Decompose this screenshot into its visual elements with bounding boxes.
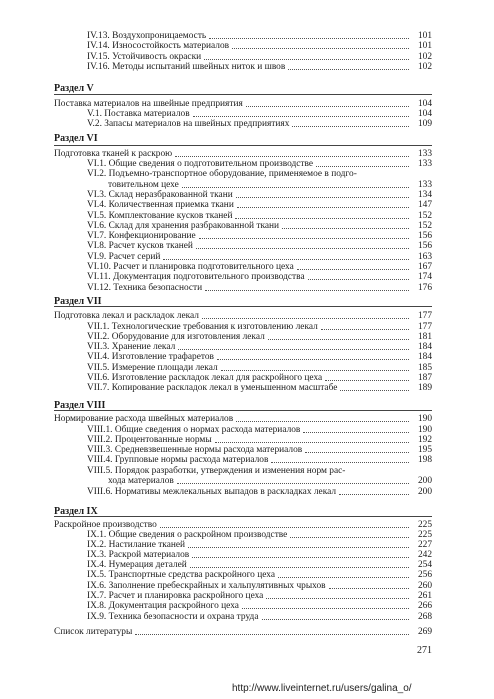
entry-page: 269	[417, 627, 432, 637]
entry-title: VI.5. Комплектование кусков тканей	[87, 211, 233, 221]
entry-page: 260	[417, 581, 432, 591]
dot-leader	[190, 566, 409, 568]
entry-page: 225	[417, 530, 432, 540]
section-rule	[54, 94, 432, 95]
entry-title: VI.10. Расчет и планировка подготовительного цеха	[87, 262, 294, 272]
entry-page: 266	[417, 601, 432, 611]
section-rule	[54, 145, 432, 146]
dot-leader	[308, 278, 409, 280]
dot-leader	[205, 289, 409, 291]
dot-leader	[292, 125, 409, 127]
toc-entry	[87, 200, 432, 211]
dot-leader	[237, 206, 409, 208]
toc-entry	[87, 383, 432, 394]
entry-page: 242	[417, 550, 432, 560]
entry-page: 190	[417, 425, 432, 435]
toc-entry	[87, 612, 432, 623]
dot-leader	[199, 237, 409, 239]
entry-title: VI.3. Склад неразбракованной ткани	[87, 190, 233, 200]
entry-title: VIII.5. Порядок разработки, утверждения и изменения норм рас-	[87, 466, 346, 476]
entry-page: 198	[417, 455, 432, 465]
chapter-entry	[54, 414, 432, 425]
entry-page: 156	[417, 231, 432, 241]
dot-leader	[236, 420, 409, 422]
dot-leader	[290, 536, 409, 538]
dot-leader	[178, 348, 409, 350]
entry-title: IV.16. Методы испытаний швейных ниток и швов	[87, 62, 286, 72]
entry-title: VI.11. Документация подготовительного производства	[87, 272, 305, 282]
dot-leader	[288, 68, 409, 70]
entry-page: 133	[417, 159, 432, 169]
entry-page: 152	[417, 211, 432, 221]
entry-title: VII.3. Хранение лекал	[87, 342, 176, 352]
entry-title: V.1. Поставка материалов	[87, 109, 190, 119]
entry-page: 101	[417, 41, 432, 51]
dot-leader	[177, 482, 409, 484]
entry-title: VII.6. Изготовление раскладок лекал для раскройного цеха	[87, 373, 323, 383]
dot-leader	[217, 358, 409, 360]
entry-page: 102	[417, 52, 432, 62]
dot-leader	[202, 317, 409, 319]
entry-title: V.2. Запасы материалов на швейных предприятиях	[87, 119, 290, 129]
entry-page: 184	[417, 342, 432, 352]
dot-leader	[232, 47, 409, 49]
entry-page: 261	[417, 591, 432, 601]
entry-page: 163	[417, 252, 432, 262]
section-heading	[54, 83, 432, 94]
entry-title: VIII.6. Нормативы межлекальных выпадов в раскладках лекал	[87, 487, 337, 497]
entry-page: 133	[417, 149, 432, 159]
entry-title: VI.12. Техника безопасности	[87, 283, 203, 293]
entry-title: товительном цехе	[108, 180, 179, 190]
entry-title: VI.7. Конфекционирование	[87, 231, 196, 241]
dot-leader	[215, 441, 409, 443]
section-heading	[54, 400, 432, 411]
entry-title: VI.1. Общие сведения о подготовительном производстве	[87, 159, 314, 169]
entry-page: 200	[417, 487, 432, 497]
dot-leader	[196, 247, 409, 249]
entry-page: 177	[417, 311, 432, 321]
entry-title: VIII.4. Групповые нормы расхода материалов	[87, 455, 269, 465]
entry-page: 147	[417, 200, 432, 210]
section-heading	[54, 506, 432, 517]
entry-page: 109	[417, 119, 432, 129]
dot-leader	[163, 258, 409, 260]
dot-leader	[204, 58, 409, 60]
dot-leader	[305, 451, 409, 453]
entry-page: 101	[417, 31, 432, 41]
dot-leader	[339, 493, 409, 495]
dot-leader	[175, 155, 409, 157]
entry-title: VI.8. Расчет кусков тканей	[87, 241, 193, 251]
entry-page: 189	[417, 383, 432, 393]
entry-title: IV.13. Воздухопроницаемость	[87, 31, 207, 41]
entry-title: Поставка материалов на швейные предприятия	[54, 99, 243, 109]
entry-page: 104	[417, 99, 432, 109]
entry-title: VIII.3. Средневзвешенные нормы расхода материалов	[87, 445, 303, 455]
entry-title: IX.6. Заполнение пребескрайных и хальпулятивных чрыхов	[87, 581, 326, 591]
entry-title: VI.4. Количественная приемка ткани	[87, 200, 234, 210]
entry-page: 181	[417, 332, 432, 342]
toc-entry	[87, 119, 432, 130]
dot-leader	[135, 633, 409, 635]
toc-entry	[87, 272, 432, 283]
entry-title: VII.1. Технологические требования к изготовлению лекал	[87, 322, 318, 332]
entry-title: IX.4. Нумерация деталей	[87, 560, 187, 570]
dot-leader	[182, 186, 409, 188]
entry-page: 190	[417, 414, 432, 424]
toc-entry	[87, 241, 432, 252]
section-heading	[54, 133, 432, 144]
entry-title: VIII.2. Процентованные нормы	[87, 435, 212, 445]
dot-leader	[209, 37, 409, 39]
entry-page: 134	[417, 190, 432, 200]
entry-title: IX.9. Техника безопасности и охрана труда	[87, 612, 259, 622]
dot-leader	[266, 597, 409, 599]
toc-entry	[87, 62, 432, 73]
dot-leader	[271, 461, 409, 463]
toc-entry	[87, 455, 432, 466]
entry-page: 195	[417, 445, 432, 455]
entry-title: IX.7. Расчет и планировка раскройного цеха	[87, 591, 264, 601]
entry-page: 256	[417, 570, 432, 580]
dot-leader	[340, 389, 409, 391]
entry-title: VI.9. Расчет серий	[87, 252, 161, 262]
entry-title: Список литературы	[54, 627, 133, 637]
entry-title: IX.8. Документация раскройного цеха	[87, 601, 239, 611]
entry-title: VII.4. Изготовление трафаретов	[87, 352, 214, 362]
toc-entry	[108, 476, 432, 487]
toc-entry	[87, 487, 432, 498]
dot-leader	[262, 618, 410, 620]
entry-title: IV.15. Устойчивость окраски	[87, 52, 202, 62]
entry-title: Нормирование расхода швейных материалов	[54, 414, 234, 424]
entry-page: 227	[417, 540, 432, 550]
entry-title: IX.1. Общие сведения о раскройном производстве	[87, 530, 288, 540]
entry-page: 187	[417, 373, 432, 383]
entry-page: 104	[417, 109, 432, 119]
dot-leader	[321, 328, 409, 330]
entry-page: 152	[417, 221, 432, 231]
entry-page: 176	[417, 283, 432, 293]
entry-page: 185	[417, 363, 432, 373]
page-number: 271	[417, 645, 432, 656]
chapter-entry	[54, 311, 432, 322]
toc-entry	[87, 570, 432, 581]
dot-leader	[282, 227, 409, 229]
entry-title: VII.7. Копирование раскладок лекал в уменьшенном масштабе	[87, 383, 338, 393]
dot-leader	[242, 607, 409, 609]
entry-title: IX.3. Раскрой материалов	[87, 550, 190, 560]
dot-leader	[236, 196, 409, 198]
entry-page: 133	[417, 180, 432, 190]
entry-page: 167	[417, 262, 432, 272]
dot-leader	[268, 338, 409, 340]
dot-leader	[188, 546, 409, 548]
entry-title: VI.6. Склад для хранения разбракованной ткани	[87, 221, 280, 231]
footer-url: http://www.liveinternet.ru/users/galina_o/	[232, 683, 412, 694]
entry-title: Подготовка лекал и раскладок лекал	[54, 311, 199, 321]
dot-leader	[193, 115, 409, 117]
toc-entry	[87, 41, 432, 52]
entry-title: Подготовка тканей к раскрою	[54, 149, 173, 159]
dot-leader	[221, 369, 409, 371]
entry-title: Раскройное производство	[54, 520, 157, 530]
entry-title: IX.5. Транспортные средства раскройного цеха	[87, 570, 275, 580]
entry-page: 192	[417, 435, 432, 445]
entry-title: VII.2. Оборудование для изготовления лекал	[87, 332, 265, 342]
dot-leader	[297, 268, 409, 270]
entry-title: VII.5. Измерение площади лекал	[87, 363, 218, 373]
toc-entry	[87, 601, 432, 612]
toc-entry	[87, 169, 432, 180]
entry-title: Раздел VIII	[54, 400, 106, 411]
entry-title: Раздел V	[54, 83, 94, 94]
entry-page: 200	[417, 476, 432, 486]
entry-page: 174	[417, 272, 432, 282]
entry-title: Раздел VII	[54, 296, 102, 307]
entry-title: Раздел VI	[54, 133, 98, 144]
section-heading	[54, 296, 432, 307]
entry-page: 156	[417, 241, 432, 251]
entry-page: 225	[417, 520, 432, 530]
dot-leader	[192, 556, 409, 558]
toc-entry	[87, 352, 432, 363]
dot-leader	[325, 379, 409, 381]
entry-title: IX.2. Настилание тканей	[87, 540, 186, 550]
entry-title: IV.14. Износостойкость материалов	[87, 41, 230, 51]
dot-leader	[329, 587, 409, 589]
entry-page: 177	[417, 322, 432, 332]
chapter-entry	[54, 627, 432, 638]
toc-entry	[87, 283, 432, 294]
entry-title: хода материалов	[108, 476, 174, 486]
dot-leader	[246, 105, 409, 107]
dot-leader	[303, 431, 409, 433]
dot-leader	[278, 576, 409, 578]
entry-title: Раздел IX	[54, 506, 98, 517]
entry-title: VI.2. Подъемно-транспортное оборудование, применяемое в подго-	[87, 169, 357, 179]
dot-leader	[316, 165, 409, 167]
entry-page: 184	[417, 352, 432, 362]
entry-title: VIII.1. Общие сведения о нормах расхода материалов	[87, 425, 301, 435]
dot-leader	[160, 526, 409, 528]
entry-page: 254	[417, 560, 432, 570]
dot-leader	[235, 217, 409, 219]
entry-page: 268	[417, 612, 432, 622]
entry-page: 102	[417, 62, 432, 72]
